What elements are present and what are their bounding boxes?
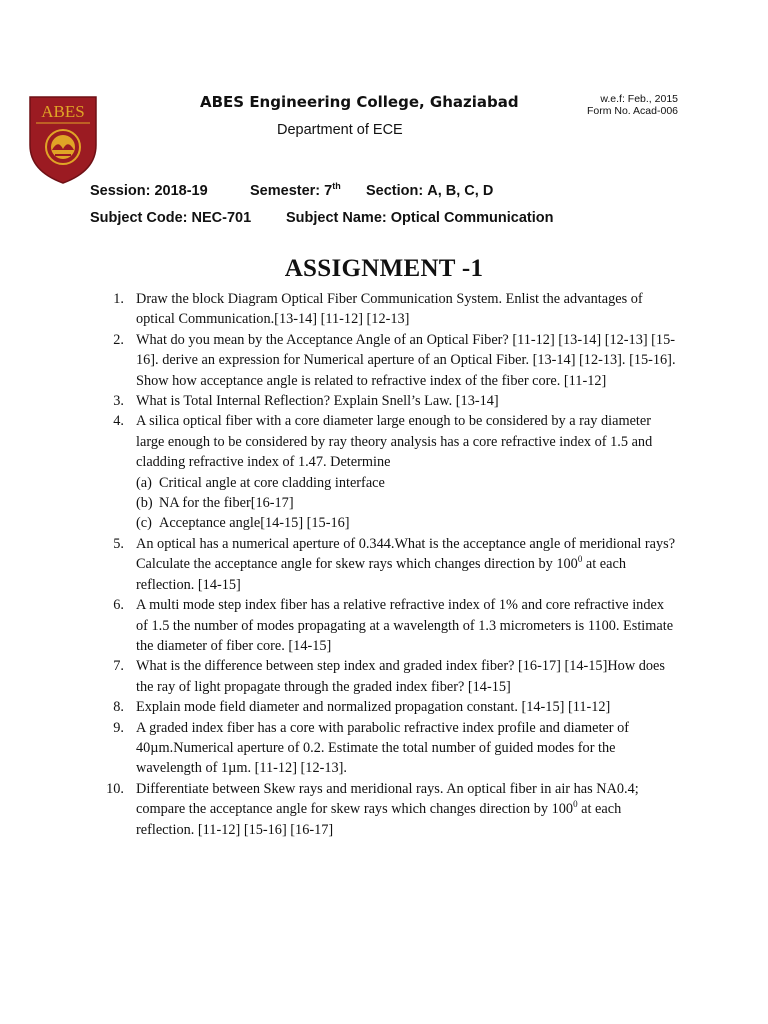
question-list [98,289,678,840]
question-number: 2. [113,331,124,348]
subject-name-field [286,210,554,226]
question-item [98,411,678,533]
question-item [98,391,678,411]
subject-code-label: Subject Code: [90,210,188,226]
sub-question-text: NA for the fiber[16-17] [159,495,294,512]
question-text: What is Total Internal Reflection? Explain Snell’s Law. [13-14] [136,393,499,410]
section-label: Section: [366,183,424,199]
question-item [98,534,678,595]
logo-shield-icon [28,95,98,185]
college-name: ABES Engineering College, Ghaziabad [200,93,519,111]
question-text: A silica optical fiber with a core diameter large enough to be considered by a ray diameter large enough to be considered by ray theory analysis has a core refractive index of 1.5 and cladding refractive index of 1.47. Determine [136,413,653,471]
question-item [98,330,678,391]
wef-date: w.e.f: Feb., 2015 [600,93,678,105]
question-number: 4. [113,413,124,430]
session-label: Session: [90,183,151,199]
sub-question-text: Critical angle at core cladding interface [159,474,385,491]
semester-suffix: th [332,181,341,192]
question-item [98,289,678,330]
question-item [98,656,678,697]
question-item [98,718,678,779]
question-number: 3. [113,393,124,410]
question-text: What do you mean by the Acceptance Angle of an Optical Fiber? [11-12] [13-14] [12-13] [15-16]. derive an expression for Numerical aperture of an Optical Fiber. [13-14] [12-13]. [15-16]. Show how acceptance angle is related to refractive index of the fiber core. [11-12] [136,331,676,389]
question-text: Draw the block Diagram Optical Fiber Communication System. Enlist the advantages of optical Communication.[13-14] [11-12] [12-13] [136,291,643,328]
degree-superscript: 0 [573,799,578,810]
subject-code-field [90,210,286,226]
sub-question-label: (b) [136,495,153,512]
question-item [98,779,678,840]
sub-question [136,473,678,493]
session-field [90,183,250,199]
sub-question-text: Acceptance angle[14-15] [15-16] [159,515,350,532]
question-text-cont: at each reflection. [11-12] [15-16] [16-17] [136,801,622,838]
question-text: What is the difference between step index and graded index fiber? [16-17] [14-15]How does the ray of light propagate through the graded index fiber? [14-15] [136,658,665,695]
semester-field [250,183,366,199]
sub-question [136,513,678,533]
subject-row [90,210,554,226]
sub-question-label: (c) [136,515,152,532]
sub-question-label: (a) [136,474,152,491]
form-info [587,93,678,117]
question-number: 9. [113,719,124,736]
question-number: 1. [113,291,124,307]
degree-superscript: 0 [577,554,583,565]
department-name: Department of ECE [277,122,403,138]
section-value: A, B, C, D [427,183,494,199]
college-logo [28,95,98,185]
semester-value: 7 [324,183,333,199]
section-field [366,183,493,199]
question-text: Explain mode field diameter and normalized propagation constant. [14-15] [11-12] [136,699,611,716]
subject-name-value: Optical Communication [390,210,554,226]
question-text: Differentiate between Skew rays and meridional rays. An optical fiber in air has NA0.4; compare the acceptance angle for skew rays which changes direction by 100 [136,780,639,818]
question-text: A graded index fiber has a core with parabolic refractive index profile and diameter of 40µm.Numerical aperture of 0.2. Estimate the total number of guided modes for the wavelength of 1µm. [11-12] [12-13]. [136,719,630,777]
form-number: Form No. Acad-006 [586,105,678,117]
subject-code-value: NEC-701 [191,210,252,226]
logo-text: ABES [41,102,85,121]
session-value: 2018-19 [154,183,208,199]
sub-question [136,493,678,513]
question-text-cont: at each reflection. [14-15] [136,556,626,593]
question-text: An optical has a numerical aperture of 0.344.What is the acceptance angle of meridional rays? Calculate the acceptance angle for skew rays which changes direction by 100 [136,535,676,573]
question-item [98,595,678,656]
session-row [90,183,493,199]
assignment-title: ASSIGNMENT -1 [284,255,484,282]
question-item [98,697,678,717]
question-number: 7. [113,658,124,675]
semester-label: Semester: [250,183,321,199]
question-text: A multi mode step index fiber has a relative refractive index of 1% and core refractive index of 1.5 the number of modes propagating at a wavelength of 1.3 micrometers is 1100. Estimate the diameter of fiber core. [14-15] [136,597,674,654]
question-number: 10. [106,780,124,797]
question-number: 6. [113,597,124,614]
question-number: 5. [113,535,124,552]
question-number: 8. [113,699,124,716]
subject-name-label: Subject Name: [286,210,387,226]
